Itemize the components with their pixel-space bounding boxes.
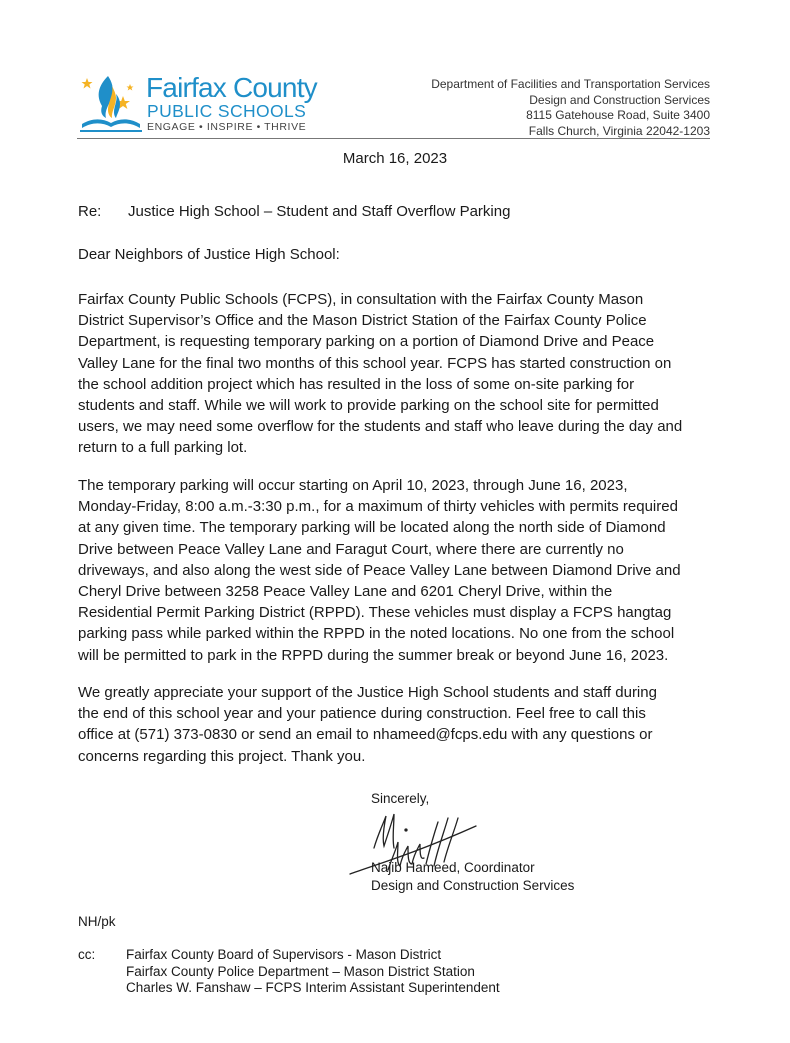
signer-name: Najib Hameed, Coordinator xyxy=(371,860,535,875)
signer-block xyxy=(371,859,574,895)
body-paragraph-3 xyxy=(78,682,728,767)
subject-line xyxy=(78,203,510,220)
address-line: Department of Facilities and Transportation Services xyxy=(431,77,710,91)
address-line: Falls Church, Virginia 22042-1203 xyxy=(528,123,710,138)
text-line: students and staff. While we will work to provide parking on the school site for permitted xyxy=(78,397,659,415)
logo-title: Fairfax County xyxy=(146,72,317,103)
address-line: Design and Construction Services xyxy=(529,92,710,107)
subject-label: Re: xyxy=(78,203,102,220)
text-line: Valley Lane for the final two months of this school year. FCPS has started construction on xyxy=(78,354,672,372)
text-line: will be permitted to park in the RPPD during the summer break or beyond June 16, 2023. xyxy=(78,646,669,664)
letterhead-divider xyxy=(77,138,710,139)
text-line: Department, is requesting temporary parking on a portion of Diamond Drive and Peace xyxy=(78,333,655,351)
cc-recipient: Fairfax County Board of Supervisors - Mason District xyxy=(126,947,442,962)
text-line: Fairfax County Public Schools (FCPS), in consultation with the Fairfax County Mason xyxy=(78,291,644,308)
text-line: We greatly appreciate your support of the Justice High School students and staff during xyxy=(78,684,657,701)
star-icon xyxy=(127,84,134,91)
salutation: Dear Neighbors of Justice High School: xyxy=(78,246,340,263)
text-line: at any given time. The temporary parking will be located along the north side of Diamond xyxy=(78,519,666,537)
text-line: parking pass while parked within the RPPD in the noted locations. No one from the school xyxy=(78,625,675,643)
text-line: Cheryl Drive between 3258 Peace Valley Lane and 6201 Cheryl Drive, within the xyxy=(78,583,613,601)
text-line: Monday-Friday, 8:00 a.m.-3:30 p.m., for a maximum of thirty vehicles with permits required xyxy=(78,498,678,516)
logo-subtitle: PUBLIC SCHOOLS xyxy=(147,101,307,121)
cc-recipient: Fairfax County Police Department – Mason District Station xyxy=(126,963,475,979)
text-line: office at (571) 373-0830 or send an email to nhameed@fcps.edu with any questions or xyxy=(78,726,653,744)
body-paragraph-2 xyxy=(78,475,728,666)
text-line: Drive between Peace Valley Lane and Faragut Court, where there are currently no xyxy=(78,540,624,558)
cc-label: cc: xyxy=(78,947,96,962)
letter-date: March 16, 2023 xyxy=(342,150,448,167)
address-line: 8115 Gatehouse Road, Suite 3400 xyxy=(526,108,710,122)
subject-text: Justice High School – Student and Staff Overflow Parking xyxy=(128,203,511,220)
text-line: users, we may need some overflow for the students and staff who leave during the day and xyxy=(78,418,683,436)
fcps-logo xyxy=(78,72,338,134)
text-line: concerns regarding this project. Thank you. xyxy=(78,747,366,765)
cc-recipients xyxy=(126,947,500,997)
text-line: driveways, and also along the west side of Peace Valley Lane between Diamond Drive and xyxy=(78,561,681,579)
body-paragraph-1 xyxy=(78,289,728,459)
text-line: return to a full parking lot. xyxy=(78,439,248,457)
logo-tagline: ENGAGE • INSPIRE • THRIVE xyxy=(147,121,307,133)
typist-initials: NH/pk xyxy=(78,914,116,929)
cc-recipient: Charles W. Fanshaw – FCPS Interim Assistant Superintendent xyxy=(126,980,500,995)
text-line: Residential Permit Parking District (RPPD). These vehicles must display a FCPS hangtag xyxy=(78,604,672,622)
star-icon xyxy=(82,78,93,89)
text-line: District Supervisor’s Office and the Mason District Station of the Fairfax County Police xyxy=(78,312,647,330)
department-address xyxy=(431,77,710,139)
valediction: Sincerely, xyxy=(371,791,430,806)
text-line: the school addition project which has resulted in the loss of some on-site parking for xyxy=(78,375,635,393)
text-line: the end of this school year and your patience during construction. Feel free to call this xyxy=(78,705,646,723)
signer-office: Design and Construction Services xyxy=(371,878,575,893)
text-line: The temporary parking will occur starting on April 10, 2023, through June 16, 2023, xyxy=(78,477,628,494)
book-flame-stars-logo-icon xyxy=(78,72,144,134)
